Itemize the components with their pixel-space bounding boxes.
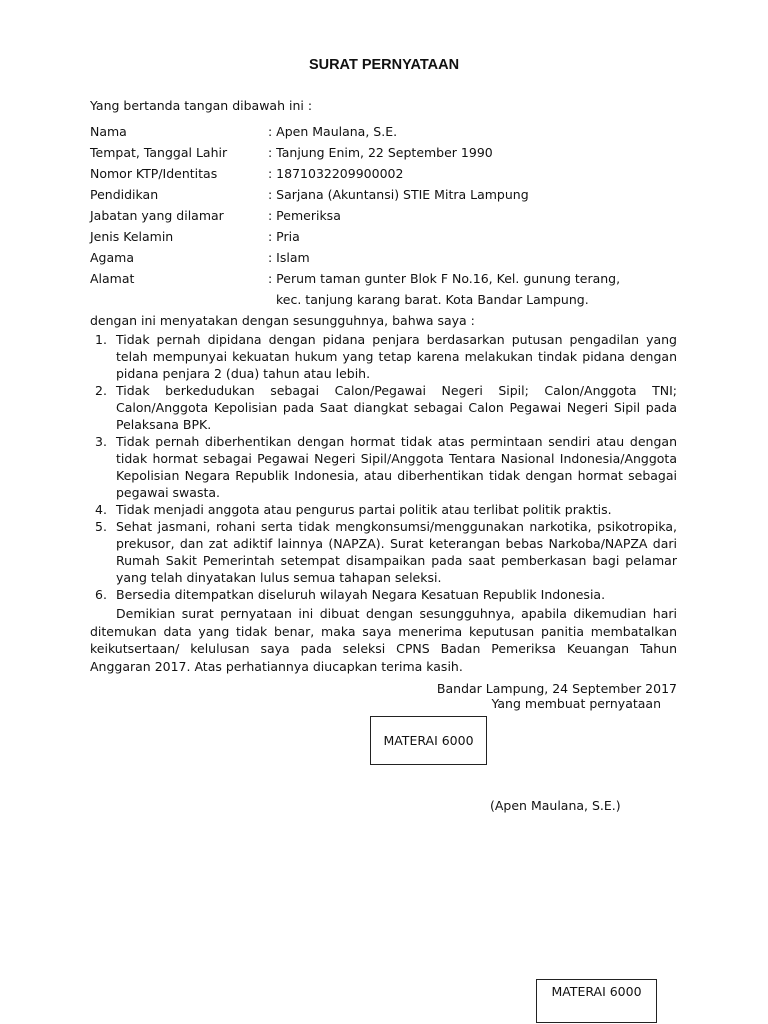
field-label-address: Alamat	[90, 271, 135, 286]
field-value-birth: : Tanjung Enim, 22 September 1990	[268, 145, 493, 160]
list-item-number: 2.	[95, 383, 107, 398]
closing-paragraph: Demikian surat pernyataan ini dibuat dengan sesungguhnya, apabila dikemudian hari ditemukan data yang tidak benar, maka saya menerima keputusan panitia membatalkan keikutsertaan/ kelulusan saya pada seleksi CPNS Badan Pemeriksa Keuangan Tahun Anggaran 2017. Atas perhatiannya diucapkan terima kasih.	[90, 606, 677, 674]
statement-intro: dengan ini menyatakan dengan sesungguhnya, bahwa saya :	[90, 313, 475, 328]
list-item-number: 1.	[95, 332, 107, 347]
list-item-text: Sehat jasmani, rohani serta tidak mengkonsumsi/menggunakan narkotika, psikotropika, prekusor, dan zat adiktif lainnya (NAPZA). Surat keterangan bebas Narkoba/NAPZA dari Rumah Sakit Pemerintah setempat disampaikan pada saat pemberkasan bagi pelamar yang telah dinyatakan lulus semua tahapan seleksi.	[116, 519, 677, 585]
list-item	[95, 433, 677, 501]
stamp-box-secondary	[536, 979, 657, 1023]
list-item	[95, 518, 677, 586]
field-label-education: Pendidikan	[90, 187, 159, 202]
list-item-number: 6.	[95, 587, 107, 602]
list-item-number: 4.	[95, 502, 107, 517]
field-label-religion: Agama	[90, 250, 134, 265]
field-value-address-continuation: kec. tanjung karang barat. Kota Bandar Lampung.	[276, 292, 589, 307]
field-value-religion: : Islam	[268, 250, 310, 265]
field-label-position: Jabatan yang dilamar	[90, 208, 224, 223]
field-value-education: : Sarjana (Akuntansi) STIE Mitra Lampung	[268, 187, 529, 202]
stamp-box	[370, 716, 487, 765]
signer-name: (Apen Maulana, S.E.)	[490, 798, 621, 813]
list-item-number: 3.	[95, 434, 107, 449]
intro-line: Yang bertanda tangan dibawah ini :	[90, 98, 313, 113]
field-value-name: : Apen Maulana, S.E.	[268, 124, 398, 139]
list-item	[95, 501, 677, 518]
field-value-id: : 1871032209900002	[268, 166, 404, 181]
field-value-gender: : Pria	[268, 229, 300, 244]
list-item-text: Bersedia ditempatkan diseluruh wilayah Negara Kesatuan Republik Indonesia.	[116, 587, 606, 602]
field-label-name: Nama	[90, 124, 127, 139]
field-label-birth: Tempat, Tanggal Lahir	[90, 145, 228, 160]
field-value-position: : Pemeriksa	[268, 208, 341, 223]
list-item-text: Tidak menjadi anggota atau pengurus partai politik atau terlibat politik praktis.	[116, 502, 612, 517]
maker-label: Yang membuat pernyataan	[491, 696, 661, 711]
statement-list	[95, 331, 677, 603]
list-item-number: 5.	[95, 519, 107, 534]
stamp-label: MATERAI 6000	[383, 733, 474, 748]
list-item-text: Tidak pernah dipidana dengan pidana penjara berdasarkan putusan pengadilan yang telah mempunyai kekuatan hukum yang tetap karena melakukan tindak pidana dengan pidana penjara 2 (dua) tahun atau lebih.	[116, 332, 677, 381]
list-item	[95, 382, 677, 433]
list-item-text: Tidak berkedudukan sebagai Calon/Pegawai Negeri Sipil; Calon/Anggota TNI; Calon/Anggota Kepolisian pada Saat diangkat sebagai Calon Pegawai Negeri Sipil pada Pelaksana BPK.	[116, 383, 677, 432]
stamp-label-secondary: MATERAI 6000	[551, 984, 642, 999]
list-item	[95, 331, 677, 382]
field-label-gender: Jenis Kelamin	[90, 229, 174, 244]
place-date: Bandar Lampung, 24 September 2017	[436, 681, 677, 696]
field-value-address: : Perum taman gunter Blok F No.16, Kel. gunung terang,	[268, 271, 621, 286]
document-title: SURAT PERNYATAAN	[308, 57, 460, 73]
field-label-id: Nomor KTP/Identitas	[90, 166, 218, 181]
list-item	[95, 586, 677, 603]
list-item-text: Tidak pernah diberhentikan dengan hormat tidak atas permintaan sendiri atau dengan tidak hormat sebagai Pegawai Negeri Sipil/Anggota Tentara Nasional Indonesia/Anggota Kepolisian Negara Republik Indonesia, atau diberhentikan tidak dengan hormat sebagai pegawai swasta.	[116, 434, 677, 500]
